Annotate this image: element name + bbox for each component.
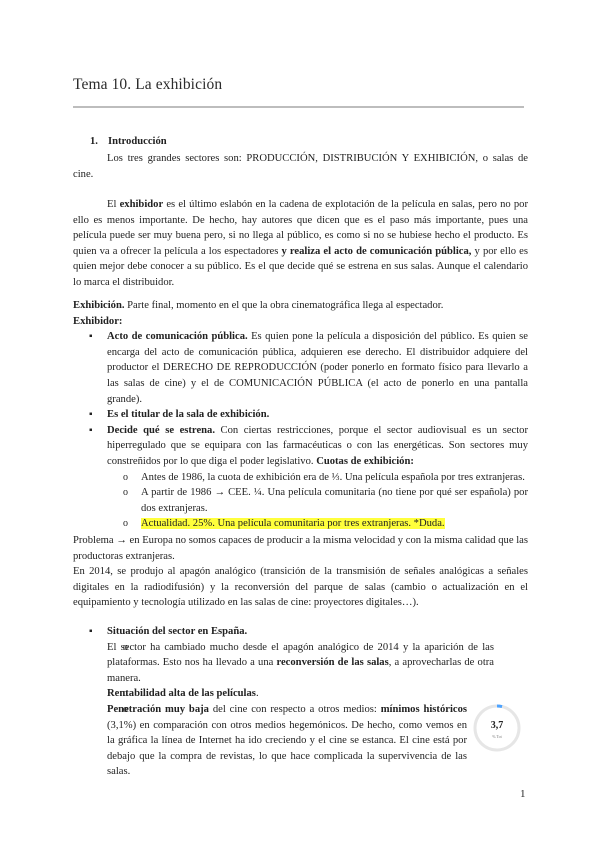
page-title: Tema 10. La exhibición — [73, 76, 223, 93]
section-number: 1. — [90, 136, 98, 147]
sublist-item: o Antes de 1986, la cuota de exhibición era de ⅓. Una película española por tres extranjeras. — [107, 470, 528, 486]
sublist-item: o Penetración muy baja del cine con respecto a otros medios: mínimos históricos (3,1%) en comparación con otros medios hegemónicos. De hecho, como vemos en la gráfica la línea de Internet ha ido creciendo y el cine se estanca. El cine está por debajo que la compra de revistas, lo que hace complicada la supervivencia de las salas. — [107, 702, 467, 780]
section-heading — [90, 136, 167, 147]
problema-paragraph: Problema → en Europa no somos capaces de producir a la misma velocidad y con la misma calidad que las productoras extranjeras. — [73, 535, 528, 562]
title-divider — [73, 106, 524, 108]
exhibidor-paragraph: El exhibidor es el último eslabón en la cadena de explotación de la película en salas, pero no por ello es menos importante. De hecho, hay autores que dicen que es el paso más importante, pues una película puede ser muy buena pero, si no llega al público, es como si no se hubiese hecho el producto. Es quien va a ofrecer la película a los espectadores y realiza el acto de comunicación pública, y por ello es quien mejor debe conocer a su público. Es el que decide qué se estrena en sus salas. Aunque el calendario lo marca el distribuidor. — [73, 199, 528, 288]
sublist-item — [107, 516, 528, 532]
gauge-caption: % Tot — [492, 734, 502, 739]
highlighted-text: Actualidad. 25%. Una película comunitaria por tres extranjeras. *Duda. — [141, 518, 445, 530]
list-item: ▪ Decide qué se estrena. Con ciertas restricciones, porque el sector audiovisual es un sector hiperregulado que se equipara con las farmacéuticas o con las energéticas. Son sectores muy constreñidos por lo que diga el poder legislativo. Cuotas de exhibición: o Antes de 1986, la cuota de exhibición era de ⅓. Una película española por tres extranjeras. o A partir de 1986 → CEE. ¼. Una película comunitaria (no tiene por qué ser española) por dos extranjeras. o Actualidad. 25%. Una película comunitaria por tres extranjeras. *Duda. — [73, 423, 528, 532]
penetration-gauge — [471, 702, 523, 754]
definitions — [73, 298, 528, 532]
definition-exhibicion: Exhibición. Parte final, momento en el que la obra cinematográfica llega al espectador. — [73, 300, 444, 311]
situacion-sublist — [107, 640, 494, 780]
list-item: ▪ Es el titular de la sala de exhibición. — [73, 407, 528, 423]
situacion-section — [73, 624, 528, 780]
sublist-item: o A partir de 1986 → CEE. ¼. Una película comunitaria (no tiene por qué ser española) por dos extranjeras. — [107, 485, 528, 516]
definition-exhibidor: Exhibidor: — [73, 315, 123, 327]
cuotas-sublist — [107, 470, 528, 532]
exhibidor-list — [73, 329, 528, 532]
intro-paragraph: Los tres grandes sectores son: PRODUCCIÓN, DISTRIBUCIÓN Y EXHIBICIÓN, o salas de cine. — [73, 153, 528, 180]
page-number: 1 — [520, 788, 526, 800]
apagon-paragraph: En 2014, se produjo al apagón analógico (transición de la transmisión de señales analógicas a señales digitales en la radiodifusión) y la reconversión del parque de salas (cambio o actualización en el equipamiento y tecnología utilizado en las salas de cine: proyectores digitales…). — [73, 566, 528, 609]
list-item: ▪ Acto de comunicación pública. Es quien pone la película a disposición del público. Es quien se encarga del acto de comunicación pública, adquieren ese derecho. El distribuidor adquiere del productor el DERECHO DE REPRODUCCIÓN (poder ponerlo en formato físico para llevarlo a las salas de cine) y el de COMUNICACIÓN PÚBLICA (el acto de ponerlo en una pantalla grande). — [73, 329, 528, 407]
list-item: ▪ Situación del sector en España. — [73, 624, 528, 640]
section-title: Introducción — [108, 136, 167, 147]
sublist-item: o El sector ha cambiado mucho desde el apagón analógico de 2014 y la aparición de las plataformas. Esto nos ha llevado a una reconversión de las salas, a aprovecharlas de otra manera. — [107, 640, 494, 687]
gauge-value: 3,7 — [490, 720, 504, 731]
sublist-item: o Rentabilidad alta de las películas. — [107, 686, 494, 702]
